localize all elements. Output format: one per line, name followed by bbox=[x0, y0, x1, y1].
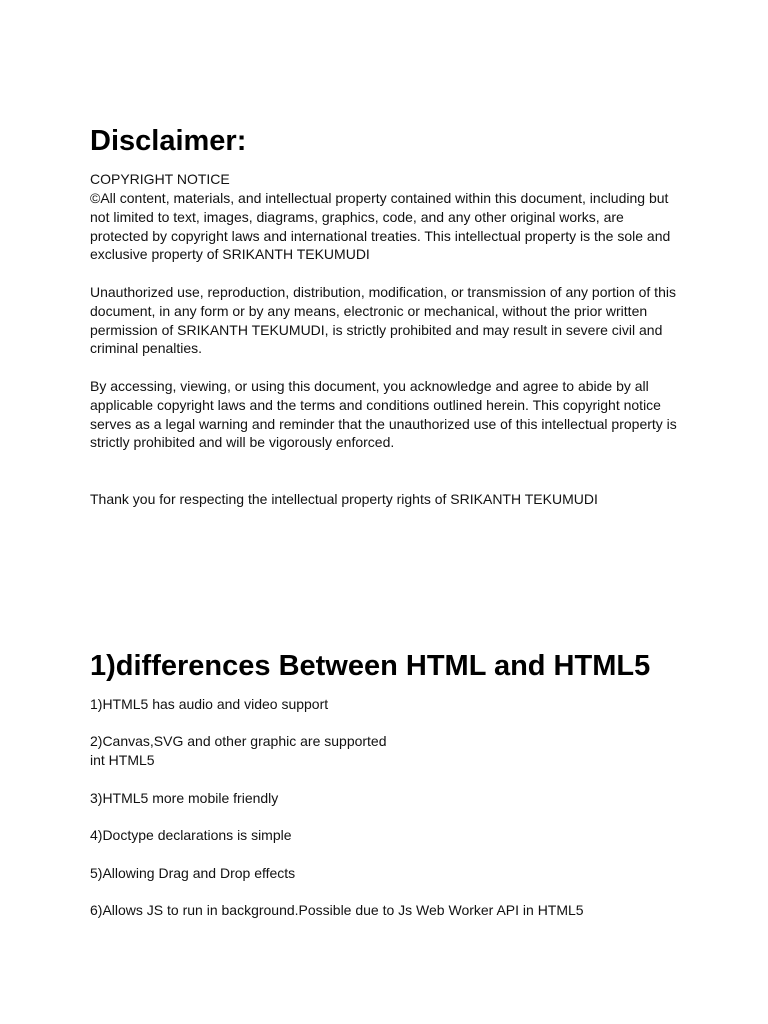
list-item-text: int HTML5 bbox=[90, 751, 155, 768]
paragraph-line: exclusive property of SRIKANTH TEKUMUDI bbox=[90, 246, 370, 263]
list-item-text: 5)Allowing Drag and Drop effects bbox=[90, 865, 296, 881]
paragraph-line: applicable copyright laws and the terms and conditions outlined herein. This copyright notice bbox=[90, 396, 661, 413]
list-item bbox=[90, 826, 292, 845]
list-item-text: 1)HTML5 has audio and video support bbox=[90, 696, 329, 712]
disclaimer-title: Disclaimer: bbox=[90, 125, 247, 157]
paragraph-line: By accessing, viewing, or using this document, you acknowledge and agree to abide by all bbox=[90, 378, 649, 394]
copyright-paragraph-1 bbox=[90, 189, 670, 264]
paragraph-line: ©All content, materials, and intellectual property contained within this document, including but bbox=[90, 190, 669, 206]
paragraph-line: strictly prohibited and will be vigorously enforced. bbox=[90, 434, 395, 451]
list-item-text: 4)Doctype declarations is simple bbox=[90, 827, 292, 843]
paragraph-line: document, in any form or by any means, electronic or mechanical, without the prior written bbox=[90, 302, 648, 319]
list-item bbox=[90, 695, 328, 714]
list-item-text: 6)Allows JS to run in background.Possible due to Js Web Worker API in HTML5 bbox=[90, 902, 584, 918]
list-item bbox=[90, 901, 584, 920]
paragraph-line: not limited to text, images, diagrams, graphics, code, and any other original works, are bbox=[90, 208, 624, 225]
thank-you-note: Thank you for respecting the intellectual property rights of SRIKANTH TEKUMUDI bbox=[90, 491, 598, 507]
list-item-text: 3)HTML5 more mobile friendly bbox=[90, 790, 279, 806]
paragraph-line: serves as a legal warning and reminder that the unauthorized use of this intellectual property is bbox=[90, 415, 677, 432]
list-item bbox=[90, 789, 278, 808]
copyright-notice-heading: COPYRIGHT NOTICE bbox=[90, 171, 230, 187]
list-item-text: 2)Canvas,SVG and other graphic are supported bbox=[90, 733, 387, 749]
copyright-paragraph-3 bbox=[90, 377, 677, 452]
section-title: 1)differences Between HTML and HTML5 bbox=[90, 650, 651, 682]
list-item bbox=[90, 732, 387, 770]
paragraph-line: Unauthorized use, reproduction, distribution, modification, or transmission of any portion of this bbox=[90, 284, 676, 300]
paragraph-line: protected by copyright laws and international treaties. This intellectual property is the sole and bbox=[90, 227, 671, 244]
copyright-paragraph-2 bbox=[90, 283, 676, 358]
list-item bbox=[90, 864, 295, 883]
paragraph-line: permission of SRIKANTH TEKUMUDI, is strictly prohibited and may result in severe civil and bbox=[90, 321, 663, 338]
paragraph-line: criminal penalties. bbox=[90, 340, 203, 357]
